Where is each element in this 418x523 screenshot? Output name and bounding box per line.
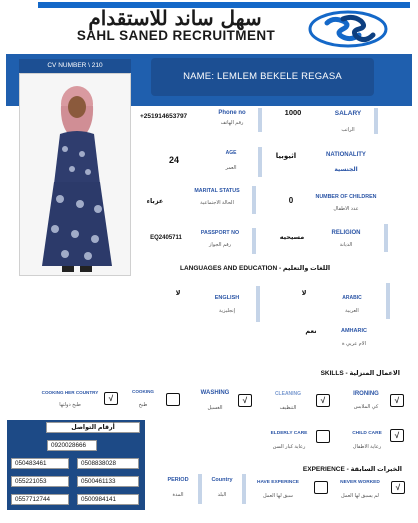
skill-label-ar: الغسيل bbox=[207, 405, 223, 411]
separator bbox=[386, 283, 390, 319]
religion-label-ar: الديانة bbox=[339, 242, 353, 248]
amharic-value: نعم bbox=[305, 328, 317, 335]
contact-number: 050483461 bbox=[11, 458, 69, 469]
footer bbox=[0, 514, 418, 523]
country-label-ar: البلد bbox=[217, 492, 227, 498]
separator bbox=[198, 474, 202, 504]
children-label: NUMBER OF CHILDREN bbox=[315, 194, 377, 200]
separator bbox=[242, 474, 246, 504]
english-value: لا bbox=[175, 290, 181, 297]
arabic-label: ARABIC bbox=[342, 295, 362, 301]
children-label-ar: عدد الاطفال bbox=[333, 206, 359, 212]
separator bbox=[252, 228, 256, 254]
period-label-ar: المدة bbox=[172, 492, 184, 498]
skill-checkbox[interactable]: √ bbox=[390, 394, 404, 407]
ss-logo-icon bbox=[307, 9, 389, 49]
skill-checkbox[interactable]: √ bbox=[390, 429, 404, 442]
contact-number: 0920028666 bbox=[47, 440, 97, 451]
age-label-ar: العمر bbox=[225, 165, 237, 171]
skill-checkbox[interactable]: √ bbox=[238, 394, 252, 407]
separator bbox=[374, 108, 378, 134]
nationality-value: اثيوبيا bbox=[275, 153, 297, 160]
skill-label: WASHING bbox=[200, 390, 230, 396]
contact-title: أرقام التواصل bbox=[46, 422, 140, 433]
experience-heading: EXPERIENCE - الخبرات السابقة bbox=[302, 466, 402, 473]
phone-label: Phone no bbox=[218, 110, 246, 116]
skill-label: CHILD CARE bbox=[352, 431, 382, 436]
candidate-name: NAME: LEMLEM BEKELE REGASA bbox=[151, 58, 374, 96]
separator bbox=[252, 186, 256, 214]
salary-value: 1000 bbox=[284, 108, 302, 117]
salary-label-ar: الراتب bbox=[341, 127, 355, 133]
country-label: Country bbox=[211, 477, 233, 483]
passport-label: PASSPORT NO bbox=[200, 230, 240, 236]
skill-label-ar: كي الملابس bbox=[353, 404, 379, 410]
skill-checkbox[interactable]: √ bbox=[316, 394, 330, 407]
marital-value: عزباء bbox=[146, 198, 164, 205]
separator bbox=[256, 286, 260, 322]
cv-number: CV NUMBER \ 210 bbox=[19, 59, 131, 73]
skill-checkbox[interactable] bbox=[316, 430, 330, 443]
marital-label: MARITAL STATUS bbox=[194, 188, 240, 194]
salary-label: SALARY bbox=[334, 110, 362, 117]
skills-heading: SKILLS - الاعمال المنزلية bbox=[320, 370, 400, 377]
skill-label: ELDERLY CARE bbox=[270, 431, 308, 436]
skill-label: CLEANING bbox=[274, 391, 302, 397]
person-figure-icon bbox=[20, 74, 131, 276]
contact-number: 0500461133 bbox=[77, 476, 139, 487]
phone-value: +251914653797 bbox=[140, 113, 188, 120]
skill-checkbox[interactable]: √ bbox=[104, 392, 118, 405]
never-worked-label-ar: لم يسبق لها العمل bbox=[341, 493, 379, 499]
separator bbox=[258, 108, 262, 132]
english-label-ar: إنجليزية bbox=[218, 308, 235, 314]
amharic-label-ar: الام عربي ة bbox=[341, 341, 367, 347]
company-name-english: SAHL SANED RECRUITMENT bbox=[76, 28, 276, 43]
have-experience-label: HAVE EXPERINCE bbox=[256, 480, 300, 485]
religion-value: مسيحيه bbox=[279, 234, 305, 241]
skill-label: IRONING bbox=[353, 391, 379, 397]
have-experience-label-ar: سبق لها العمل bbox=[263, 493, 293, 499]
skill-label: COOKING bbox=[132, 389, 154, 394]
age-label: AGE bbox=[225, 150, 237, 156]
never-worked-label: NEVER WORKED bbox=[340, 480, 380, 485]
skill-label-ar: التنظيف bbox=[279, 405, 297, 411]
skill-label: COOKING HER COUNTRY bbox=[41, 390, 99, 395]
separator bbox=[258, 147, 262, 177]
have-experience-checkbox[interactable] bbox=[314, 481, 328, 494]
children-value: 0 bbox=[288, 196, 294, 205]
separator bbox=[384, 224, 388, 252]
skill-label-ar: رعاية الاطفال bbox=[352, 444, 382, 450]
period-label: PERIOD bbox=[167, 477, 189, 483]
arabic-label-ar: العربية bbox=[345, 308, 359, 314]
passport-label-ar: رقم الجواز bbox=[208, 242, 232, 248]
nationality-label-ar: الجنسية bbox=[334, 167, 358, 173]
skill-label-ar: رعاية كبار السن bbox=[272, 444, 306, 450]
contact-number: 0500984141 bbox=[77, 494, 139, 505]
contact-number: 0508838028 bbox=[77, 458, 139, 469]
company-name-arabic: سهل ساند للاستقدام bbox=[88, 6, 262, 30]
nationality-label: NATIONALITY bbox=[326, 152, 366, 158]
marital-label-ar: الحالة الاجتماعية bbox=[200, 200, 234, 206]
phone-label-ar: رقم الهاتف bbox=[220, 120, 244, 126]
contact-number: 0557712744 bbox=[11, 494, 69, 505]
age-value: 24 bbox=[168, 155, 179, 165]
never-worked-checkbox[interactable]: √ bbox=[391, 481, 405, 494]
skill-label-ar: طبخ دولتها bbox=[59, 402, 81, 408]
passport-value: EQ2405711 bbox=[150, 235, 182, 241]
arabic-value: لا bbox=[301, 290, 307, 297]
contact-number: 055221053 bbox=[11, 476, 69, 487]
skill-label-ar: طبخ bbox=[138, 402, 148, 408]
candidate-photo bbox=[19, 73, 131, 276]
english-label: ENGLISH bbox=[214, 295, 240, 301]
religion-label: RELIGION bbox=[331, 230, 361, 236]
languages-heading: LANGUAGES AND EDUCATION - اللغات والتعليم bbox=[180, 265, 331, 272]
skill-checkbox[interactable] bbox=[166, 393, 180, 406]
amharic-label: AMHARIC bbox=[341, 328, 367, 334]
